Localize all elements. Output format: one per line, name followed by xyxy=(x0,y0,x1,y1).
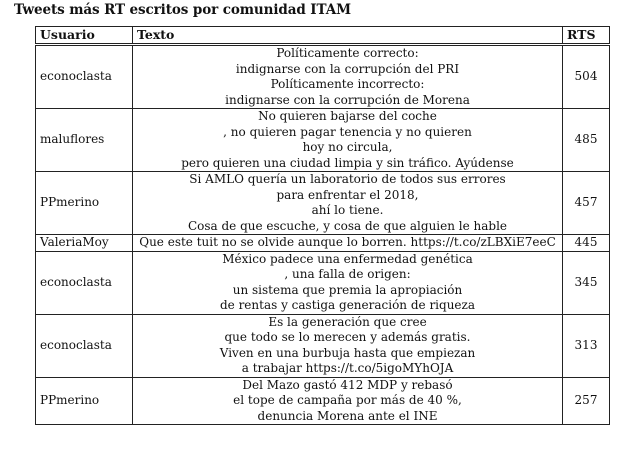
tweets-table xyxy=(35,26,610,425)
tweet-line: , una falla de origen: xyxy=(284,267,411,281)
cell-rts: 445 xyxy=(563,235,610,252)
tweet-line: Políticamente incorrecto: xyxy=(270,77,425,91)
table-row xyxy=(36,377,610,425)
tweet-line: un sistema que premia la apropiación xyxy=(232,282,463,297)
cell-user: econoclasta xyxy=(36,251,133,314)
cell-user: ValeriaMoy xyxy=(36,235,133,252)
tweet-line: Es la generación que cree xyxy=(268,314,427,329)
tweet-line: ahí lo tiene. xyxy=(311,203,384,217)
cell-rts: 485 xyxy=(563,109,610,172)
tweet-line: para enfrentar el 2018, xyxy=(276,187,419,202)
tweet-line: Del Mazo gastó 412 MDP y rebasó xyxy=(242,377,453,392)
tweet-line: denuncia Morena ante el INE xyxy=(257,408,438,423)
tweet-line: Cosa de que escuche, y cosa de que alguien le hable xyxy=(187,218,508,233)
cell-user: econoclasta xyxy=(36,314,133,377)
table-title: Tweets más RT escritos por comunidad ITAM xyxy=(14,2,351,18)
cell-text xyxy=(133,45,563,109)
cell-user: econoclasta xyxy=(36,45,133,109)
tweet-line: No quieren bajarse del coche xyxy=(258,109,437,123)
table-row xyxy=(36,251,610,314)
tweet-line: de rentas y castiga generación de riqueza xyxy=(219,298,476,312)
tweet-line: el tope de campaña por más de 40 %, xyxy=(233,393,462,407)
cell-user: PPmerino xyxy=(36,172,133,235)
cell-user: maluflores xyxy=(36,109,133,172)
table-row xyxy=(36,235,610,252)
cell-rts: 257 xyxy=(563,377,610,425)
cell-rts: 504 xyxy=(563,45,610,109)
tweet-line: México padece una enfermedad genética xyxy=(222,251,473,266)
header-rts: RTS xyxy=(563,27,610,45)
header-user: Usuario xyxy=(36,27,133,45)
cell-rts: 313 xyxy=(563,314,610,377)
table-row xyxy=(36,45,610,109)
cell-user: PPmerino xyxy=(36,377,133,425)
tweet-line: indignarse con la corrupción del PRI xyxy=(235,61,460,76)
tweet-line: pero quieren una ciudad limpia y sin tráfico. Ayúdense xyxy=(181,155,514,170)
header-row xyxy=(36,27,610,45)
tweet-line: indignarse con la corrupción de Morena xyxy=(225,92,470,107)
tweet-line: Viven en una burbuja hasta que empiezan xyxy=(219,345,476,360)
cell-rts: 457 xyxy=(563,172,610,235)
tweet-line: Si AMLO quería un laboratorio de todos sus errores xyxy=(189,172,506,186)
tweet-line: Que este tuit no se olvide aunque lo borren. https://t.co/zLBXiE7eeC xyxy=(139,235,556,249)
header-text: Texto xyxy=(133,27,563,45)
table-row xyxy=(36,109,610,172)
cell-text xyxy=(133,314,563,377)
tweet-line: a trabajar https://t.co/5igoMYhOJA xyxy=(241,361,454,375)
cell-text xyxy=(133,377,563,425)
table-row xyxy=(36,172,610,235)
cell-text xyxy=(133,251,563,314)
tweet-line: Políticamente correcto: xyxy=(276,46,419,60)
cell-text xyxy=(133,109,563,172)
cell-rts: 345 xyxy=(563,251,610,314)
tweet-line: hoy no circula, xyxy=(302,140,393,154)
table-row xyxy=(36,314,610,377)
tweet-line: que todo se lo merecen y además gratis. xyxy=(224,330,471,344)
cell-text xyxy=(133,172,563,235)
tweet-line: , no quieren pagar tenencia y no quieren xyxy=(223,124,472,139)
cell-text xyxy=(133,235,563,252)
